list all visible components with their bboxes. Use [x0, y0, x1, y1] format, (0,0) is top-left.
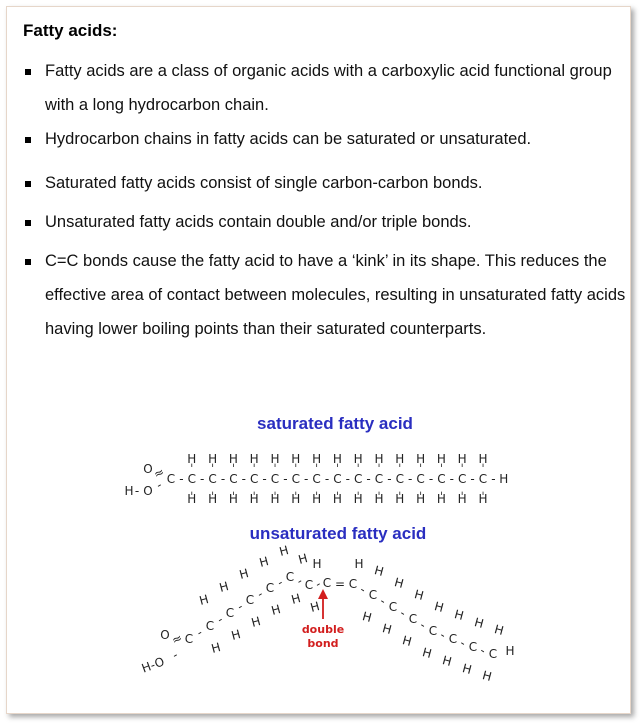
- bond-symbol: -: [477, 643, 489, 658]
- double-bond-marker: [302, 589, 344, 650]
- bond-symbol: ˌ: [210, 482, 215, 496]
- hydrogen-atom: H: [472, 615, 486, 631]
- hydrogen-atom: H: [270, 492, 280, 506]
- hydrogen-atom: H: [374, 452, 384, 466]
- hydrogen-atom: H: [249, 614, 263, 630]
- hydrogen-atom: H: [332, 452, 342, 466]
- carbon-atom: C: [322, 576, 332, 590]
- bullet-square-icon: [25, 220, 31, 226]
- carbon-atom: C: [229, 472, 238, 486]
- bond-symbol: ˌ: [460, 482, 464, 496]
- bond-symbol: ˌ: [252, 482, 256, 496]
- bond-symbol: -: [491, 472, 496, 486]
- hydrogen-atom: H: [270, 452, 280, 466]
- bond-symbol: -: [312, 576, 324, 592]
- bullet-square-icon: [25, 259, 31, 265]
- bond-symbol: -: [457, 635, 469, 651]
- carbon-atom: C: [458, 472, 467, 486]
- double-bond-symbol: =: [334, 577, 346, 591]
- hydrogen-atom: H: [312, 557, 322, 571]
- carbon-atom: C: [304, 578, 314, 592]
- bond-symbol: -: [417, 617, 429, 633]
- bond-symbol: -: [437, 627, 449, 643]
- hydroxyl-group: H-O: [139, 654, 167, 676]
- bond-symbol: -: [304, 472, 309, 486]
- hydrogen-atom: H: [291, 452, 301, 466]
- hydrogen-atom: H: [296, 551, 310, 567]
- hydrogen-atom: H: [228, 492, 238, 506]
- hydrogen-atom: H: [457, 492, 467, 506]
- unsaturated-title: unsaturated fatty acid: [249, 524, 427, 543]
- carbon-atom: C: [184, 632, 194, 646]
- bond-symbol: ˌ: [190, 482, 194, 496]
- carbon-atom: C: [270, 472, 280, 486]
- bond-symbol: ˈ: [335, 462, 340, 476]
- hydrogen-atom: H: [452, 607, 466, 623]
- bond-symbol: ˌ: [356, 482, 360, 496]
- hydrogen-atom: H: [257, 554, 271, 570]
- carbon-atom: C: [468, 640, 478, 654]
- hydrogen-atom: H: [249, 492, 259, 506]
- carbon-atom: C: [388, 600, 398, 614]
- bond-symbol: ˌ: [439, 482, 444, 496]
- bond-symbol: ˈ: [231, 462, 236, 476]
- carbon-atom: C: [225, 606, 235, 620]
- bond-symbol: ˈ: [314, 462, 319, 476]
- bond-symbol: ˌ: [294, 482, 298, 496]
- bond-symbol: ˈ: [460, 462, 464, 476]
- bond-symbol: ˈ: [190, 462, 194, 476]
- hydrogen-atom: H: [197, 592, 211, 608]
- bond-symbol: -: [193, 625, 206, 640]
- hydrogen-atom: H: [478, 492, 488, 506]
- hydrogen-atom: H: [332, 492, 342, 506]
- saturated-title: saturated fatty acid: [257, 414, 413, 433]
- bond-symbol: -: [200, 472, 205, 486]
- bond-symbol: -: [220, 472, 226, 486]
- bond-symbol: ˈ: [418, 462, 423, 476]
- hydrogen-atom: H: [505, 644, 515, 658]
- bond-symbol: -: [134, 484, 140, 498]
- carbon-atom: C: [374, 472, 384, 486]
- carbon-atom: C: [368, 588, 378, 602]
- carbon-atom: C: [354, 472, 363, 486]
- bond-symbol: ˈ: [377, 462, 381, 476]
- bond-symbol: -: [293, 573, 306, 589]
- hydrogen-atom: H: [395, 452, 405, 466]
- carbon-atom: C: [428, 624, 438, 638]
- bullet-text: Unsaturated fatty acids contain double and/or triple bonds.: [45, 213, 472, 231]
- double-bond-label-line1: double: [301, 623, 345, 636]
- bond-symbol: -: [387, 472, 392, 486]
- hydrogen-atom: H: [289, 591, 303, 607]
- hydrogen-atom: H: [436, 452, 446, 466]
- bond-symbol: ˈ: [273, 462, 277, 476]
- carbon-atom: C: [245, 593, 255, 607]
- hydrogen-atom: H: [269, 602, 283, 618]
- bond-symbol: -: [449, 472, 454, 486]
- hydrogen-atom: H: [416, 452, 426, 466]
- hydrogen-atom: H: [400, 633, 414, 649]
- hydrogen-atom: H: [499, 472, 509, 486]
- carbon-atom: C: [166, 472, 176, 486]
- double-bond-symbol: ≈: [169, 630, 185, 648]
- carbon-atom: C: [395, 472, 404, 486]
- hydrogen-atom: H: [480, 668, 494, 684]
- hydrogen-atom: H: [208, 492, 218, 506]
- bond-symbol: -: [234, 599, 246, 614]
- bullet-square-icon: [25, 181, 31, 187]
- bond-symbol: -: [408, 472, 413, 486]
- bond-symbol: ˌ: [418, 482, 423, 496]
- bond-symbol: ˈ: [439, 462, 444, 476]
- carbon-atom: C: [312, 472, 321, 486]
- carbon-atom: C: [291, 472, 300, 486]
- carbon-atom: C: [408, 612, 418, 626]
- carbon-atom: C: [448, 632, 458, 646]
- hydrogen-atom: H: [228, 452, 238, 466]
- hydrogen-atom: H: [312, 492, 322, 506]
- carbon-atom: C: [348, 577, 358, 591]
- unsaturated-molecule: [140, 543, 515, 684]
- carbon-atom: C: [437, 472, 446, 486]
- hydrogen-atom: H: [372, 563, 386, 579]
- carbon-atom: C: [285, 570, 295, 584]
- carbon-atom: C: [265, 581, 275, 595]
- bullet-square-icon: [25, 137, 31, 143]
- hydrogen-atom: H: [308, 599, 322, 615]
- carbon-atom: C: [205, 619, 215, 633]
- bullet-text: Saturated fatty acids consist of single carbon-carbon bonds.: [45, 174, 483, 192]
- hydrogen-atom: H: [353, 452, 363, 466]
- carbon-atom: C: [478, 472, 488, 486]
- bond-symbol: -: [283, 472, 288, 486]
- hydrogen-atom: H: [374, 492, 384, 506]
- bond-symbol: ˌ: [335, 482, 340, 496]
- carbon-atom: C: [187, 472, 196, 486]
- fatty-acid-structures-diagram: [7, 407, 627, 707]
- bond-symbol: ˌ: [481, 482, 485, 496]
- bond-symbol: -: [357, 582, 369, 597]
- hydrogen-atom: H: [460, 661, 474, 677]
- hydrogen-atom: H: [291, 492, 301, 506]
- carbon-atom: C: [333, 472, 342, 486]
- bond-symbol: ˈ: [356, 462, 360, 476]
- bond-symbol: -: [324, 472, 330, 486]
- hydrogen-atom: H: [217, 579, 231, 595]
- hydrogen-atom: H: [353, 492, 363, 506]
- bullet-square-icon: [25, 69, 31, 75]
- oxygen-atom: O: [143, 484, 153, 498]
- bond-symbol: -: [345, 472, 350, 486]
- bond-symbol: -: [169, 647, 181, 663]
- bond-symbol: -: [397, 605, 409, 621]
- hydrogen-atom: H: [360, 609, 374, 625]
- hydrogen-atom: H: [208, 452, 218, 466]
- bond-symbol: -: [274, 575, 286, 590]
- bond-symbol: ˌ: [314, 482, 319, 496]
- bond-symbol: -: [262, 472, 267, 486]
- hydrogen-atom: H: [416, 492, 426, 506]
- hydrogen-atom: H: [124, 484, 134, 498]
- bond-symbol: -: [377, 593, 389, 609]
- double-bond-label-line2: bond: [307, 637, 339, 650]
- hydrogen-atom: H: [440, 653, 454, 669]
- bond-symbol: ˈ: [398, 462, 402, 476]
- hydrogen-atom: H: [229, 627, 243, 643]
- hydrogen-atom: H: [354, 557, 364, 571]
- bond-symbol: ˈ: [481, 462, 485, 476]
- hydrogen-atom: H: [312, 452, 322, 466]
- bond-symbol: ˌ: [377, 482, 381, 496]
- bond-symbol: -: [214, 612, 226, 627]
- oxygen-atom: O: [143, 462, 153, 476]
- hydrogen-atom: H: [420, 645, 434, 661]
- hydrogen-atom: H: [237, 566, 251, 582]
- hydrogen-atom: H: [380, 621, 394, 637]
- carbon-atom: C: [488, 647, 498, 661]
- content-card: [6, 6, 631, 714]
- hydrogen-atom: H: [457, 452, 467, 466]
- double-bond-symbol: ≈: [151, 464, 167, 482]
- bond-symbol: ˈ: [210, 462, 215, 476]
- hydrogen-atom: H: [432, 599, 446, 615]
- bond-symbol: ˈ: [294, 462, 298, 476]
- bullet-text: Hydrocarbon chains in fatty acids can be saturated or unsaturated.: [45, 130, 532, 148]
- hydrogen-atom: H: [249, 452, 259, 466]
- hydrogen-atom: H: [478, 452, 488, 466]
- hydrogen-atom: H: [392, 575, 406, 591]
- bullet-text: Fatty acids are a class of organic acids with a carboxylic acid functional group with a long hydrocarbon chain.: [45, 62, 612, 114]
- carbon-atom: C: [208, 472, 217, 486]
- bullet-text: C=C bonds cause the fatty acid to have a ‘kink’ in its shape. This reduces the effective area of contact between molecules, resulting in unsaturated fatty acids having lower boiling points than their saturated counterparts.: [45, 252, 626, 338]
- hydrogen-atom: H: [412, 587, 426, 603]
- hydrogen-atom: H: [395, 492, 405, 506]
- section-heading: Fatty acids:: [23, 21, 118, 40]
- bond-symbol: ˌ: [273, 482, 277, 496]
- bond-symbol: ˌ: [231, 482, 236, 496]
- hydrogen-atom: H: [277, 543, 291, 559]
- bond-symbol: -: [366, 472, 371, 486]
- bond-symbol: -: [254, 586, 266, 602]
- bond-symbol: ˌ: [398, 482, 402, 496]
- bond-symbol: -: [241, 472, 246, 486]
- carbon-atom: C: [250, 472, 259, 486]
- oxygen-atom: O: [160, 628, 170, 642]
- bond-symbol: -: [428, 472, 434, 486]
- hydrogen-atom: H: [492, 622, 506, 638]
- bond-symbol: -: [179, 472, 184, 486]
- carbon-atom: C: [416, 472, 425, 486]
- hydrogen-atom: H: [436, 492, 446, 506]
- hydrogen-atom: H: [187, 452, 197, 466]
- bond-symbol: -: [153, 477, 165, 493]
- hydrogen-atom: H: [187, 492, 197, 506]
- bond-symbol: -: [470, 472, 475, 486]
- bond-symbol: ˈ: [252, 462, 256, 476]
- hydrogen-atom: H: [209, 640, 223, 656]
- saturated-molecule: [124, 452, 508, 506]
